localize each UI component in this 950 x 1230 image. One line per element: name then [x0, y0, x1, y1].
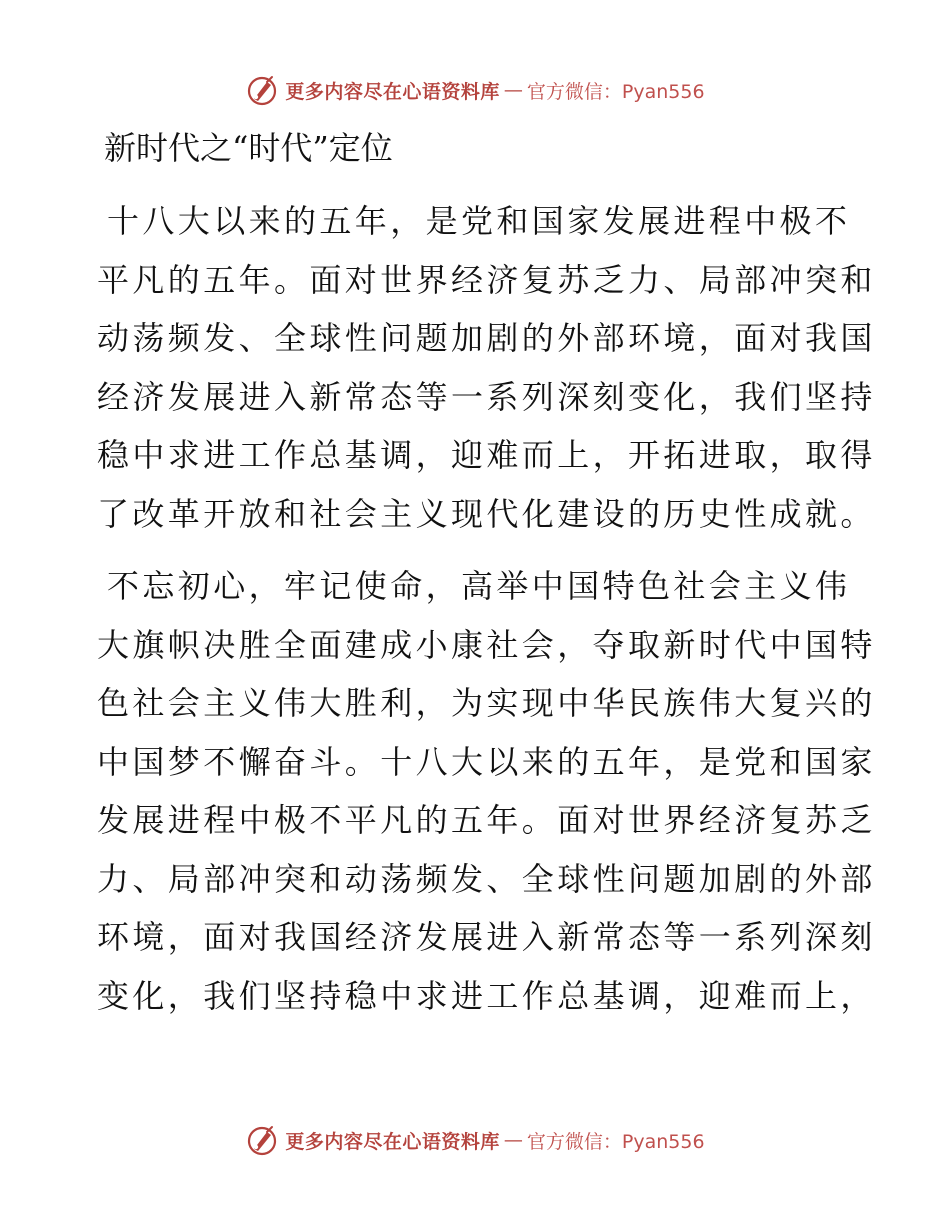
paragraph-line: 色社会主义伟大胜利，为实现中华民族伟大复兴的	[97, 684, 876, 722]
header-separator: —	[503, 79, 523, 101]
paragraph-line: 了改革开放和社会主义现代化建设的历史性成就。	[97, 494, 876, 533]
header-banner	[0, 70, 950, 110]
header-brand-text: 更多内容尽在心语资料库	[285, 80, 500, 103]
footer-wechat-text: 官方微信：Pyan556	[526, 1130, 705, 1153]
footer-brand-text: 更多内容尽在心语资料库	[285, 1130, 500, 1153]
quill-pen-logo-icon	[245, 73, 279, 107]
quill-pen-logo-icon	[245, 1123, 279, 1157]
paragraph-line: 稳中求进工作总基调，迎难而上，开拓进取，取得	[97, 436, 876, 474]
document-title: 新时代之“时代”定位	[104, 129, 393, 167]
footer-separator: —	[503, 1129, 523, 1151]
paragraph-line: 大旗帜决胜全面建成小康社会，夺取新时代中国特	[97, 625, 876, 664]
footer-banner	[0, 1120, 950, 1160]
header-wechat-text: 官方微信：Pyan556	[526, 80, 705, 103]
paragraph-line: 变化，我们坚持稳中求进工作总基调，迎难而上，	[97, 976, 876, 1015]
paragraph-1	[97, 192, 876, 543]
paragraph-line: 平凡的五年。面对世界经济复苏乏力、局部冲突和	[97, 260, 876, 299]
paragraph-line: 十八大以来的五年，是党和国家发展进程中极不	[107, 202, 851, 240]
paragraph-line: 中国梦不懈奋斗。十八大以来的五年，是党和国家	[97, 742, 876, 781]
paragraph-line: 发展进程中极不平凡的五年。面对世界经济复苏乏	[97, 801, 876, 839]
paragraph-line: 不忘初心，牢记使命，高举中国特色社会主义伟	[107, 567, 851, 605]
paragraph-line: 动荡频发、全球性问题加剧的外部环境，面对我国	[97, 319, 876, 357]
paragraph-line: 经济发展进入新常态等一系列深刻变化，我们坚持	[97, 377, 876, 416]
paragraph-line: 力、局部冲突和动荡频发、全球性问题加剧的外部	[97, 859, 876, 898]
paragraph-2	[97, 557, 876, 1025]
paragraph-line: 环境，面对我国经济发展进入新常态等一系列深刻	[97, 918, 876, 956]
